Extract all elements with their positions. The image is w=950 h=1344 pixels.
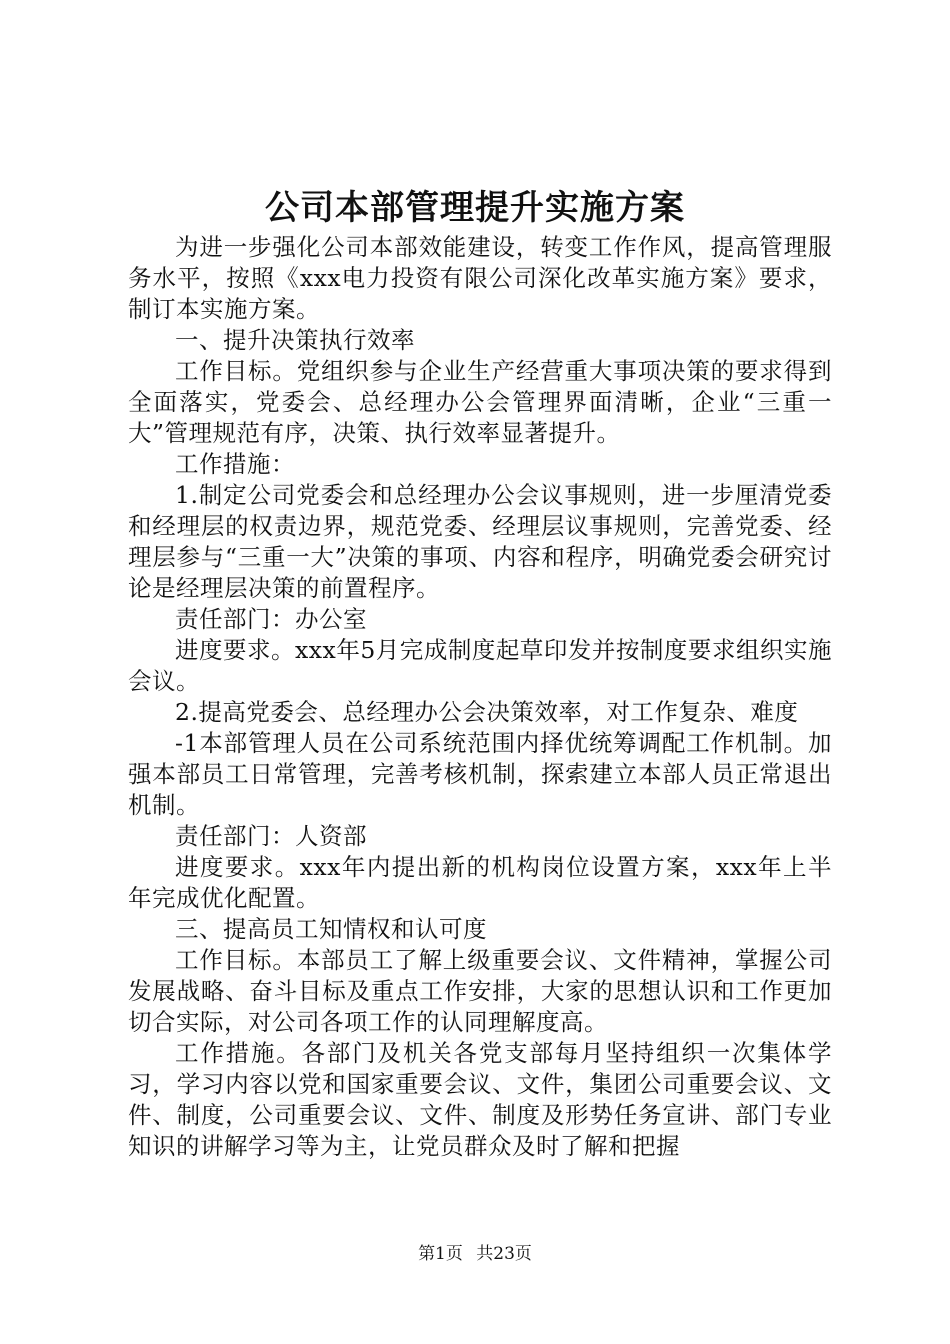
progress-requirement-1: 进度要求。xxx年5月完成制度起草印发并按制度要求组织实施会议。 xyxy=(128,636,832,695)
paragraph-measure-2: 2.提高党委会、总经理办公会决策效率，对工作复杂、难度 xyxy=(175,698,799,726)
paragraph-staffing: -1本部管理人员在公司系统范围内择优统筹调配工作机制。加强本部员工日常管理，完善考核机制，探索建立本部人员正常退出机制。 xyxy=(128,729,832,819)
page-total: 共23页 xyxy=(476,1244,532,1264)
section-heading-3: 三、提高员工知情权和认可度 xyxy=(175,915,487,943)
progress-requirement-2: 进度要求。xxx年内提出新的机构岗位设置方案，xxx年上半年完成优化配置。 xyxy=(128,853,832,912)
paragraph-goal-1: 工作目标。党组织参与企业生产经营重大事项决策的要求得到全面落实，党委会、总经理办公会管理界面清晰，企业“三重一大”管理规范有序，决策、执行效率显著提升。 xyxy=(128,357,832,447)
paragraph-goal-3: 工作目标。本部员工了解上级重要会议、文件精神，掌握公司发展战略、奋斗目标及重点工作安排，大家的思想认识和工作更加切合实际，对公司各项工作的认同理解度高。 xyxy=(128,946,832,1036)
paragraph-measure-1: 1.制定公司党委会和总经理办公会议事规则，进一步厘清党委和经理层的权责边界，规范党委、经理层议事规则，完善党委、经理层参与“三重一大”决策的事项、内容和程序，明确党委会研究讨论是经理层决策的前置程序。 xyxy=(128,481,832,602)
responsible-dept-2: 责任部门：人资部 xyxy=(175,822,367,850)
document-body xyxy=(128,232,832,1162)
page-title: 公司本部管理提升实施方案 xyxy=(265,188,685,228)
responsible-dept-1: 责任部门：办公室 xyxy=(175,605,367,633)
page-number: 第1页 xyxy=(418,1244,463,1264)
section-heading-1: 一、提升决策执行效率 xyxy=(175,326,415,354)
paragraph-measures-3: 工作措施。各部门及机关各党支部每月坚持组织一次集体学习，学习内容以党和国家重要会议、文件，集团公司重要会议、文件、制度，公司重要会议、文件、制度及形势任务宣讲、部门专业知识的讲解学习等为主，让党员群众及时了解和把握 xyxy=(128,1039,832,1160)
measures-label: 工作措施： xyxy=(175,450,295,478)
page-footer xyxy=(0,1243,950,1265)
paragraph-intro: 为进一步强化公司本部效能建设，转变工作作风，提高管理服务水平，按照《xxx电力投资有限公司深化改革实施方案》要求，制订本实施方案。 xyxy=(128,233,832,323)
